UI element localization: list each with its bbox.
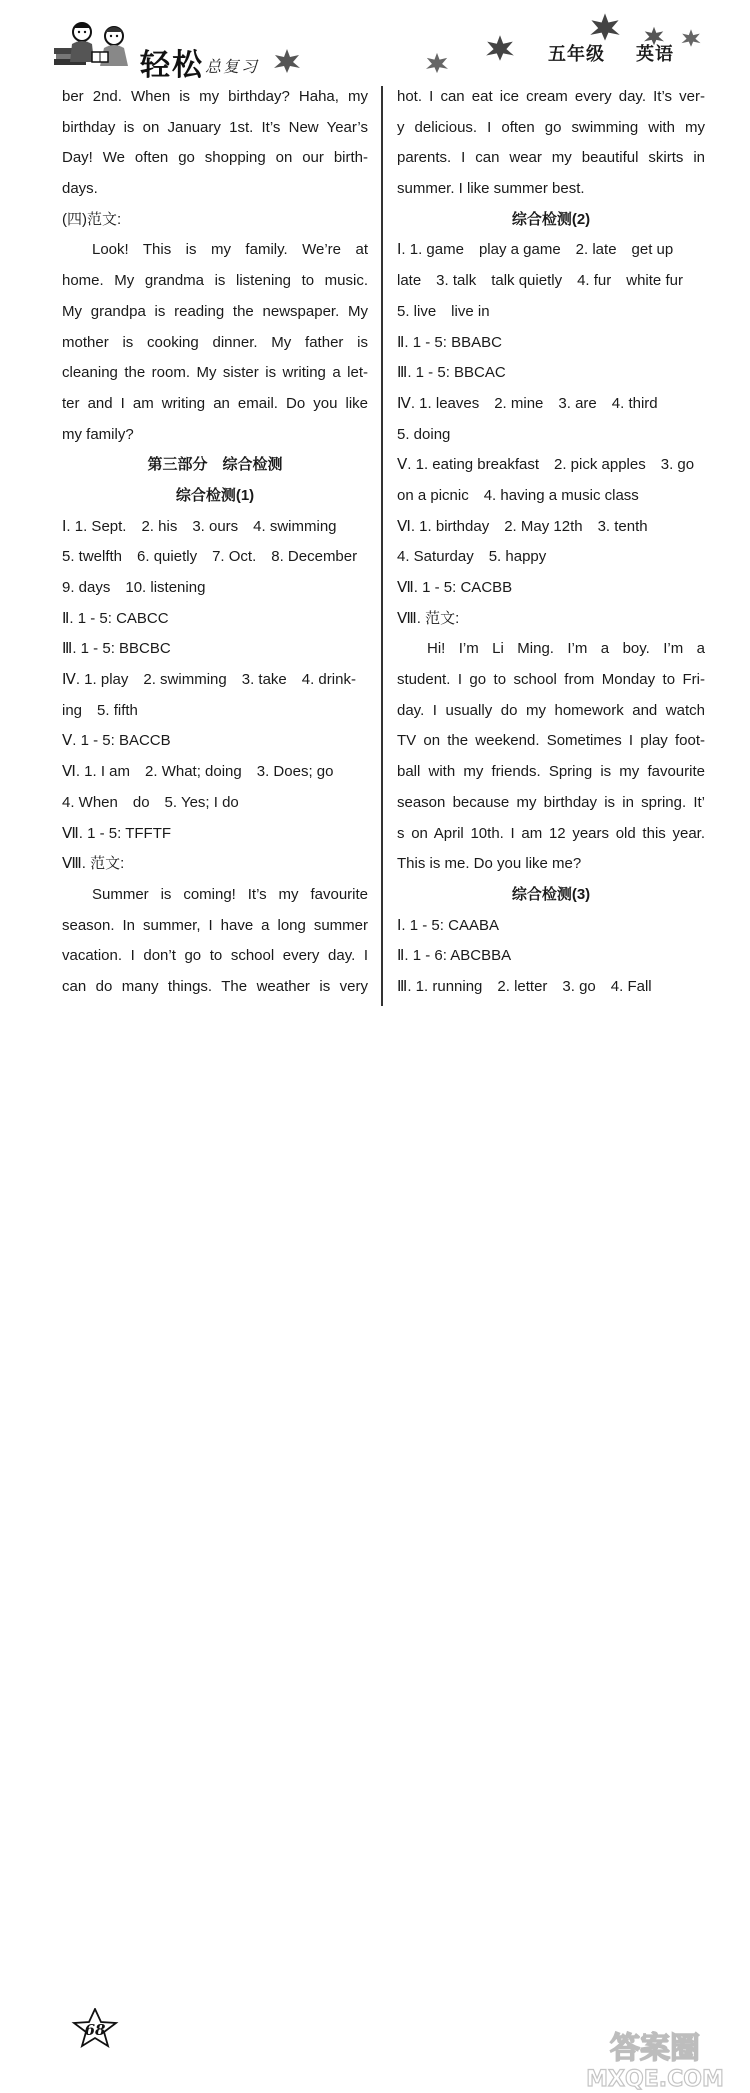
answer-line: Ⅲ. 1. running 2. letter 3. go 4. Fall [397, 977, 652, 995]
reading-kids-illustration [52, 18, 138, 70]
text-line: season. In summer, I have a long summer [62, 916, 368, 934]
text-line: cleaning the room. My sister is writing a let- [62, 364, 368, 382]
text-line: home. My grandma is listening to music. [62, 272, 368, 290]
answer-line: Ⅴ. 1. eating breakfast 2. pick apples 3. go [397, 456, 695, 474]
text-line: can do many things. The weather is very [62, 977, 368, 995]
answer-line: 4. When do 5. Yes; I do [62, 793, 239, 811]
answer-line: 5. twelfth 6. quietly 7. Oct. 8. December [62, 548, 358, 566]
text-line: ter and I am writing an email. Do you like [62, 394, 368, 412]
text-line: mother is cooking dinner. My father is [62, 333, 368, 351]
right-column [397, 82, 705, 1003]
answer-line: Ⅰ. 1 - 5: CAABA [397, 916, 499, 934]
answer-line: 9. days 10. listening [62, 579, 206, 596]
subject-label: 英语 [636, 44, 674, 65]
answer-line: Ⅳ. 1. play 2. swimming 3. take 4. drink- [62, 671, 356, 689]
text-line: Summer is coming! It’s my favourite [92, 885, 368, 903]
series-subtitle: 总复习 [205, 57, 260, 76]
answer-line: late 3. talk talk quietly 4. fur white fur [397, 272, 683, 290]
page-footer [0, 1000, 750, 2092]
text-line: s on April 10th. I am 12 years old this year. [397, 824, 705, 842]
text-line: My grandpa is reading the newspaper. My [62, 302, 368, 320]
maple-leaf-icon [588, 12, 622, 42]
answer-line: Ⅲ. 1 - 5: BBCBC [62, 640, 171, 658]
page-number: 68 [84, 2021, 106, 2039]
star-page-number [70, 2008, 120, 2048]
text-line: ball with my friends. Spring is my favourite [397, 763, 705, 781]
text-line: day. I usually do my homework and watch [397, 701, 705, 719]
answer-line: ing 5. fifth [62, 701, 138, 719]
maple-leaf-icon [680, 28, 702, 48]
answer-line: Ⅶ. 1 - 5: TFFTF [62, 824, 172, 842]
text-line: student. I go to school from Monday to Fri- [397, 671, 705, 689]
answer-line: Ⅰ. 1. Sept. 2. his 3. ours 4. swimming [62, 517, 337, 535]
answer-line: Ⅱ. 1 - 5: BBABC [397, 333, 502, 351]
test-heading: 综合检测(1) [175, 486, 255, 504]
text-line: birthday is on January 1st. It’s New Year’s [62, 118, 368, 136]
grade-label: 五年级 [548, 44, 605, 65]
text-line: Hi! I’m Li Ming. I’m a boy. I’m a [427, 640, 705, 658]
test-heading: 综合检测(3) [511, 885, 591, 903]
text-line: summer. I like summer best. [397, 180, 585, 198]
text-line: This is me. Do you like me? [397, 855, 582, 873]
text-line: ber 2nd. When is my birthday? Haha, my [62, 88, 368, 105]
text-line: TV on the weekend. Sometimes I play foot- [397, 732, 705, 750]
answer-line: Ⅱ. 1 - 5: CABCC [62, 609, 169, 627]
left-column [62, 82, 368, 1003]
text-line: Look! This is my family. We’re at [92, 241, 368, 259]
answer-line: 5. doing [397, 425, 451, 443]
answer-line: Ⅵ. 1. I am 2. What; doing 3. Does; go [62, 763, 334, 781]
maple-leaf-icon [424, 52, 450, 74]
test-heading: 综合检测(2) [511, 210, 591, 228]
answer-line: Ⅵ. 1. birthday 2. May 12th 3. tenth [397, 517, 648, 535]
text-line: days. [62, 180, 98, 198]
section-label: Ⅷ. 范文: [62, 855, 125, 873]
text-line: vacation. I don’t go to school every day. I [62, 947, 368, 965]
answer-line: Ⅴ. 1 - 5: BACCB [62, 732, 171, 750]
text-line: season because my birthday is in spring. It’ [397, 793, 705, 811]
series-title: 轻松 [140, 48, 204, 83]
text-line: my family? [62, 425, 134, 443]
watermark-title: 答案圈 [610, 2031, 700, 2066]
watermark-url: MXQE.COM [586, 2067, 724, 2092]
answer-line: Ⅲ. 1 - 5: BBCAC [397, 364, 506, 382]
answer-line: Ⅰ. 1. game play a game 2. late get up [397, 241, 674, 259]
section-label: Ⅷ. 范文: [397, 609, 460, 627]
watermark-logo [560, 2018, 750, 2093]
column-divider [381, 86, 383, 1006]
text-line: y delicious. I often go swimming with my [397, 118, 705, 136]
text-line: Day! We often go shopping on our birth- [62, 149, 368, 167]
text-line: hot. I can eat ice cream every day. It’s ver- [397, 88, 705, 105]
text-line: parents. I can wear my beautiful skirts in [397, 149, 705, 167]
answer-line: Ⅱ. 1 - 6: ABCBBA [397, 947, 512, 965]
answer-line: 5. live live in [397, 302, 490, 320]
answer-line: on a picnic 4. having a music class [397, 486, 639, 504]
answer-line: Ⅶ. 1 - 5: CACBB [397, 579, 513, 596]
maple-leaf-icon [484, 34, 516, 62]
page-header [0, 0, 750, 83]
answer-line: Ⅳ. 1. leaves 2. mine 3. are 4. third [397, 394, 658, 412]
maple-leaf-icon [272, 48, 302, 74]
section-label: (四)范文: [62, 210, 122, 228]
answer-line: 4. Saturday 5. happy [397, 548, 547, 566]
part-heading: 第三部分 综合检测 [147, 456, 283, 474]
